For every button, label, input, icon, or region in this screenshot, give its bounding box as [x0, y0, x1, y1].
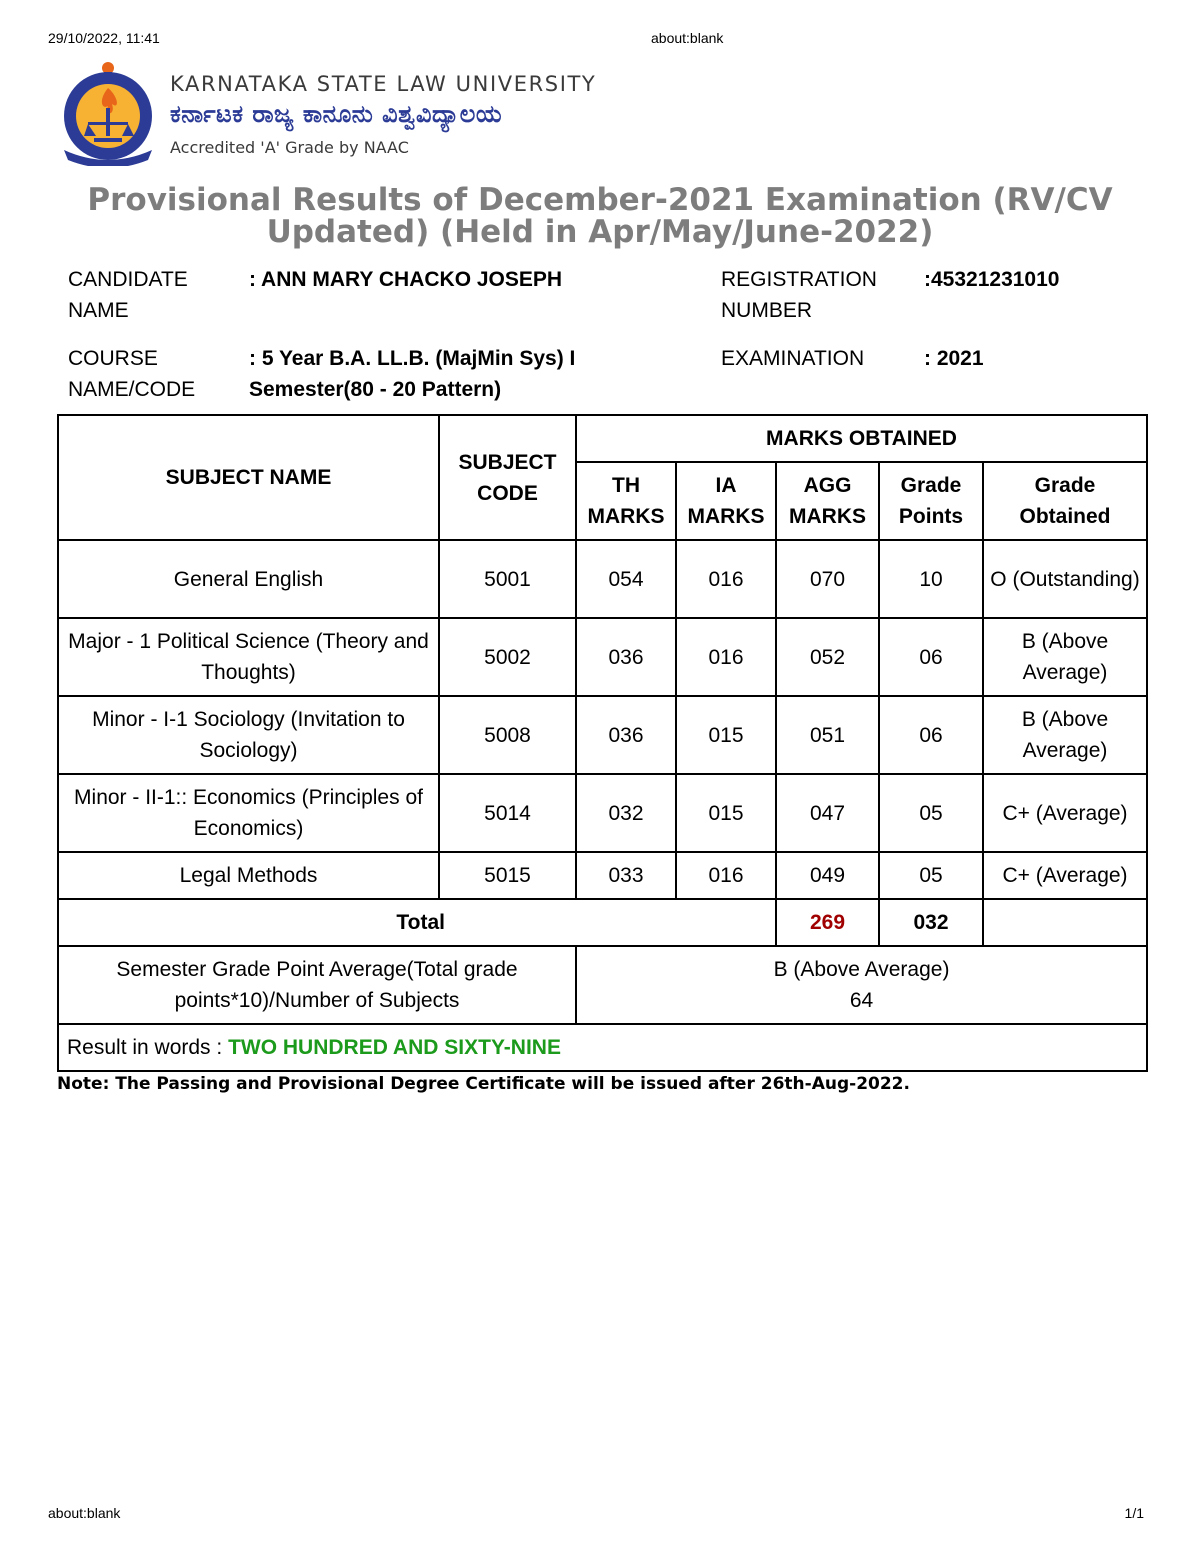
print-footer-url: about:blank [48, 1505, 121, 1521]
page-title: Provisional Results of December-2021 Examination (RV/CV Updated) (Held in Apr/May/June-2022) [87, 182, 1113, 250]
ia-marks: 015 [676, 774, 776, 852]
print-url: about:blank [651, 30, 724, 46]
ia-marks: 016 [676, 618, 776, 696]
subject-code: 5008 [439, 696, 576, 774]
subject-name: Minor - I-1 Sociology (Invitation to Sociology) [58, 696, 439, 774]
subject-code: 5014 [439, 774, 576, 852]
th-marks: 032 [576, 774, 676, 852]
grade-obtained: B (Above Average) [983, 618, 1147, 696]
agg-marks: 047 [776, 774, 879, 852]
university-header [58, 58, 618, 168]
registration-number-label: REGISTRATION NUMBER [721, 268, 877, 322]
result-words-label: Result in words : [67, 1036, 229, 1059]
grade-points-header: Grade Points [879, 462, 983, 540]
sgpa-row [58, 946, 1147, 1024]
grade-points: 10 [879, 540, 983, 618]
certificate-note: Note: The Passing and Provisional Degree Certificate will be issued after 26th-Aug-2022. [57, 1074, 910, 1094]
examination-label: EXAMINATION [721, 347, 865, 370]
grade-points: 05 [879, 852, 983, 899]
subject-code-header: SUBJECT CODE [439, 415, 576, 540]
accreditation-text: Accredited 'A' Grade by NAAC [170, 138, 409, 157]
total-agg-marks: 269 [776, 899, 879, 946]
result-in-words [58, 1024, 1147, 1071]
grade-points: 06 [879, 618, 983, 696]
subject-code: 5015 [439, 852, 576, 899]
subject-name: Major - 1 Political Science (Theory and Thoughts) [58, 618, 439, 696]
subject-name: Legal Methods [58, 852, 439, 899]
total-row [58, 899, 1147, 946]
subject-name: Minor - II-1:: Economics (Principles of Economics) [58, 774, 439, 852]
sgpa-result [576, 946, 1147, 1024]
agg-marks: 049 [776, 852, 879, 899]
subject-code: 5002 [439, 618, 576, 696]
th-marks: 033 [576, 852, 676, 899]
ia-marks: 015 [676, 696, 776, 774]
table-row [58, 774, 1147, 852]
total-label: Total [58, 899, 776, 946]
table-header-row [58, 415, 1147, 462]
examination-value: : 2021 [924, 347, 984, 370]
course-label: COURSE NAME/CODE [68, 347, 196, 401]
th-marks-header: TH MARKS [576, 462, 676, 540]
university-name-kannada: ಕರ್ನಾಟಕ ರಾಜ್ಯ ಕಾನೂನು ವಿಶ್ವವಿದ್ಯಾಲಯ [170, 100, 503, 128]
university-seal-icon [58, 58, 162, 166]
table-row [58, 618, 1147, 696]
candidate-name-label: CANDIDATE NAME [68, 268, 188, 322]
total-empty-cell [983, 899, 1147, 946]
subject-name: General English [58, 540, 439, 618]
candidate-name-value: : ANN MARY CHACKO JOSEPH [249, 268, 563, 291]
results-table [57, 414, 1148, 1072]
agg-marks: 052 [776, 618, 879, 696]
table-row [58, 696, 1147, 774]
grade-obtained: C+ (Average) [983, 852, 1147, 899]
grade-points: 06 [879, 696, 983, 774]
result-words-value: TWO HUNDRED AND SIXTY-NINE [228, 1036, 561, 1059]
th-marks: 054 [576, 540, 676, 618]
grade-obtained: C+ (Average) [983, 774, 1147, 852]
print-datetime: 29/10/2022, 11:41 [48, 30, 160, 46]
th-marks: 036 [576, 696, 676, 774]
sgpa-value: 64 [849, 989, 874, 1012]
th-marks: 036 [576, 618, 676, 696]
agg-marks-header: AGG MARKS [776, 462, 879, 540]
ia-marks-header: IA MARKS [676, 462, 776, 540]
marks-obtained-header: MARKS OBTAINED [576, 415, 1147, 462]
total-grade-points: 032 [879, 899, 983, 946]
ia-marks: 016 [676, 852, 776, 899]
subject-name-header: SUBJECT NAME [58, 415, 439, 540]
page-number: 1/1 [1124, 1505, 1144, 1521]
result-words-row [58, 1024, 1147, 1071]
sgpa-grade: B (Above Average) [773, 958, 950, 981]
sgpa-label: Semester Grade Point Average(Total grade points*10)/Number of Subjects [58, 946, 576, 1024]
table-row [58, 852, 1147, 899]
registration-number-value: :45321231010 [924, 268, 1060, 291]
university-name: KARNATAKA STATE LAW UNIVERSITY [170, 72, 597, 96]
grade-obtained: O (Outstanding) [983, 540, 1147, 618]
subject-code: 5001 [439, 540, 576, 618]
grade-obtained: B (Above Average) [983, 696, 1147, 774]
grade-obtained-header: Grade Obtained [983, 462, 1147, 540]
course-value: : 5 Year B.A. LL.B. (MajMin Sys) I Semester(80 - 20 Pattern) [249, 347, 576, 401]
ia-marks: 016 [676, 540, 776, 618]
agg-marks: 051 [776, 696, 879, 774]
table-row [58, 540, 1147, 618]
grade-points: 05 [879, 774, 983, 852]
agg-marks: 070 [776, 540, 879, 618]
